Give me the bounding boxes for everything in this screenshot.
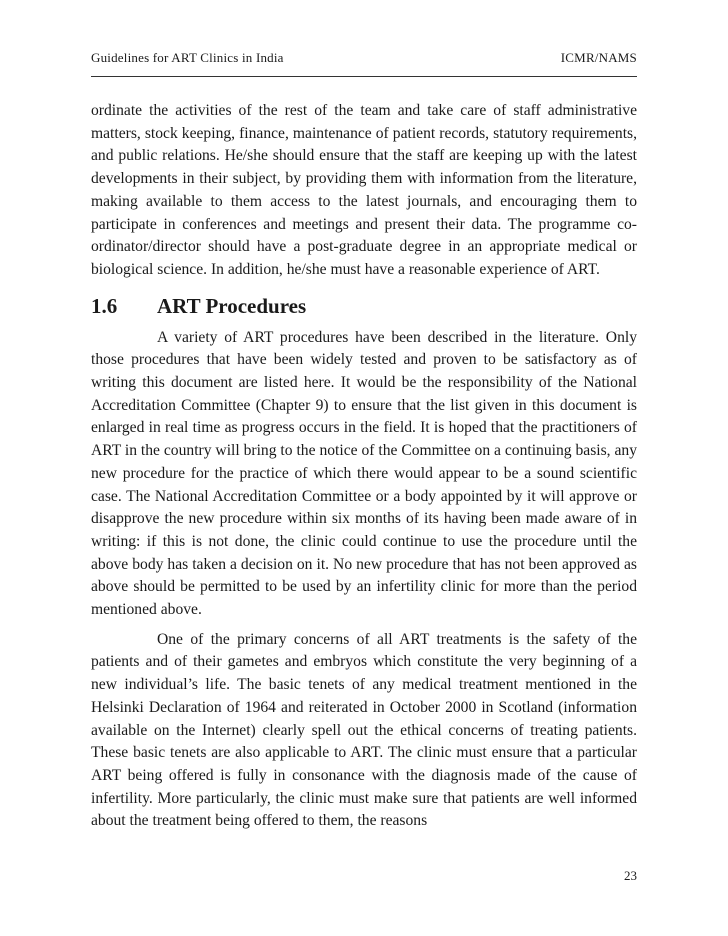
- paragraph-art-procedures: A variety of ART procedures have been described in the literature. Only those procedures that have been widely tested and proven to be satisfactory as of writing this document are listed here. It would be the responsibility of the National Accreditation Committee (Chapter 9) to ensure that the list given in this document is enlarged in real time as progress occurs in the field. It is hoped that the practitioners of ART in the country will bring to the notice of the Committee on a continuing basis, any new procedure for the practice of which there would appear to be a sound scientific case. The National Accreditation Committee or a body appointed by it will approve or disapprove the new procedure within six months of its having been made aware of in writing: if this is not done, the clinic could continue to use the procedure until the above body has taken a decision on it. No new procedure that has not been approved as above should be permitted to be used by an infertility clinic for more than the period mentioned above.: [91, 328, 637, 619]
- section-number: 1.6: [91, 293, 118, 318]
- paragraph-safety-concerns: One of the primary concerns of all ART treatments is the safety of the patients and of their gametes and embryos which constitute the very beginning of a new individual’s life. The basic tenets of any medical treatment mentioned in the Helsinki Declaration of 1964 and reiterated in October 2000 in Scotland (information available on the Internet) clearly spell out the ethical concerns of treating patients. These basic tenets are also applicable to ART. The clinic must ensure that a particular ART being offered is fully in consonance with the diagnosis made of the cause of infertility. More particularly, the clinic must make sure that patients are well informed about the treatment being offered to them, the reasons: [91, 630, 637, 830]
- page-body: [91, 100, 637, 833]
- header-rule: [91, 76, 637, 77]
- running-header: [91, 50, 637, 72]
- section-title: ART Procedures: [157, 293, 307, 318]
- page-number: 23: [624, 868, 637, 883]
- paragraph-continuation: ordinate the activities of the rest of the team and take care of staff administrative matters, stock keeping, finance, maintenance of patient records, statutory requirements, and public relations. He/she should ensure that the staff are keeping up with the latest developments in their subject, by providing them with information from the literature, making available to them access to the latest journals, and encouraging them to participate in conferences and meetings and present their data. The programme co-ordinator/director should have a post-graduate degree in an appropriate medical or biological science. In addition, he/she must have a reasonable experience of ART.: [91, 102, 637, 278]
- section-heading: [91, 292, 637, 320]
- header-title: Guidelines for ART Clinics in India: [91, 50, 284, 65]
- header-organization: ICMR/NAMS: [560, 50, 637, 65]
